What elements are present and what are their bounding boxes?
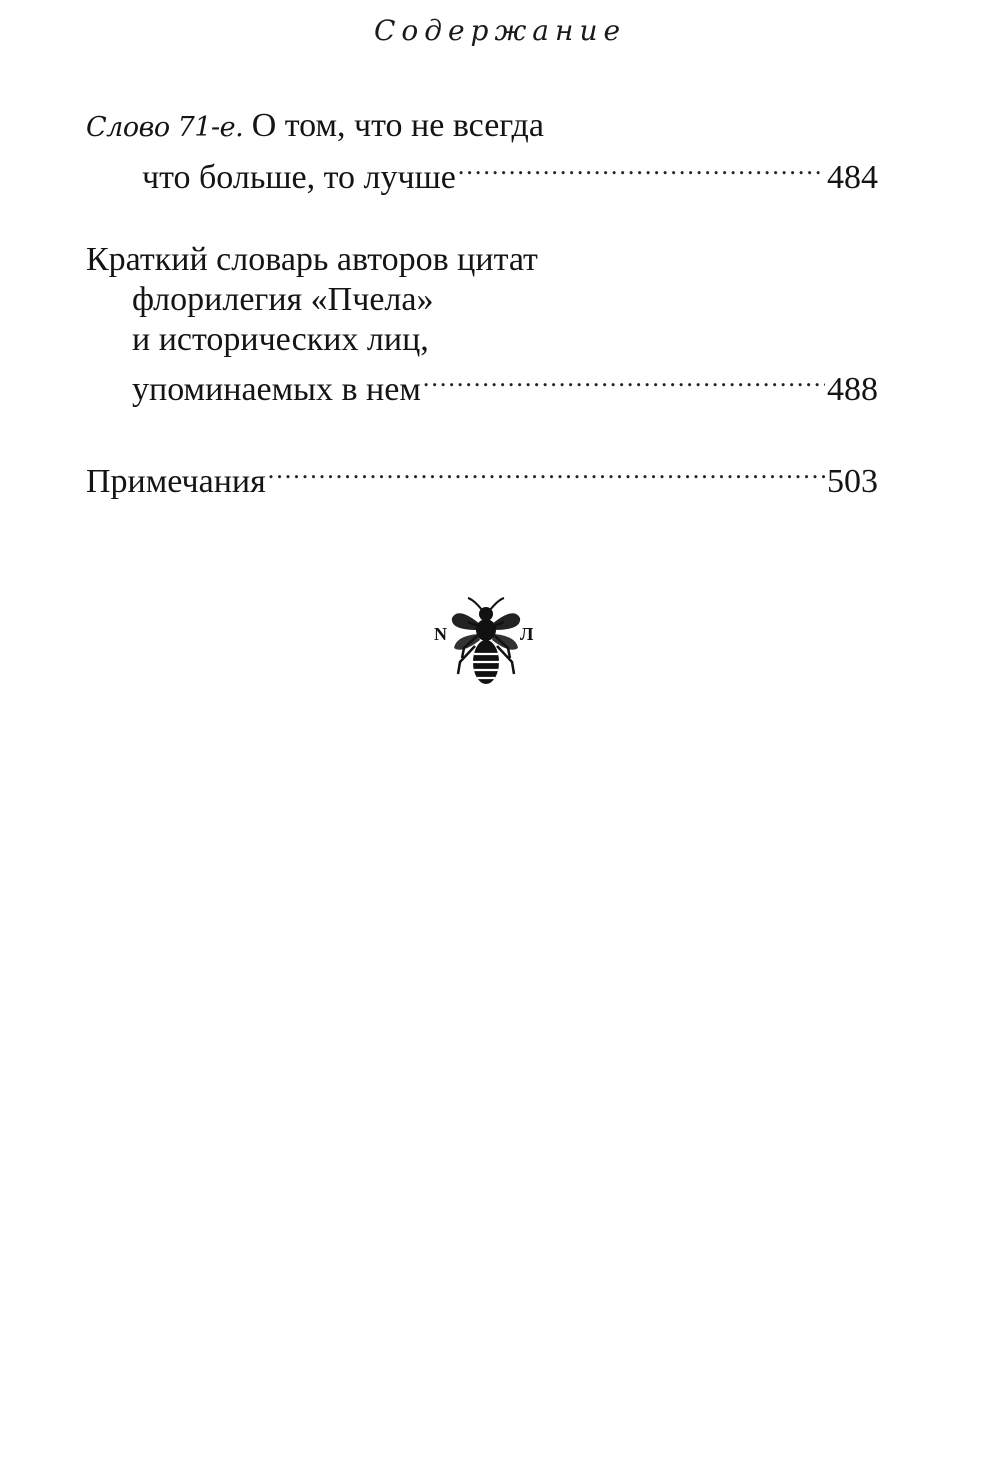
- table-of-contents: [86, 106, 878, 502]
- dot-leader: [423, 360, 825, 400]
- toc-entry-notes[interactable]: [86, 452, 878, 502]
- toc-entry-title-cont: что больше, то лучше: [142, 159, 456, 196]
- running-head: Содержание: [373, 14, 627, 47]
- toc-entry-prefix: Слово 71-е.: [86, 112, 244, 143]
- toc-page-number: 484: [827, 159, 878, 196]
- emblem-letter-left: N: [434, 624, 447, 644]
- bee-emblem-icon: [428, 596, 544, 692]
- toc-entry-title-cont: и исторических лиц,: [132, 321, 429, 358]
- toc-page-number: 488: [827, 371, 878, 408]
- emblem-letter-right: Л: [520, 624, 534, 644]
- toc-entry-slovo-71[interactable]: [86, 106, 878, 198]
- toc-entry-last-line: [86, 452, 878, 502]
- toc-entry-last-line: [86, 360, 878, 410]
- toc-entry-line: [86, 106, 878, 148]
- toc-entry-last-line: [86, 148, 878, 198]
- toc-entry-title-cont: упоминаемых в нем: [132, 371, 421, 408]
- toc-entry-title: О том, что не всегда: [251, 107, 544, 144]
- toc-entry-title: Примечания: [86, 463, 266, 500]
- toc-page-number: 503: [827, 463, 878, 500]
- dot-leader: [268, 452, 825, 492]
- dot-leader: [458, 148, 825, 188]
- toc-entry-title: Краткий словарь авторов цитат: [86, 241, 538, 278]
- toc-entry-title-cont: флорилегия «Пчела»: [132, 281, 434, 318]
- toc-entry-dictionary[interactable]: [86, 240, 878, 410]
